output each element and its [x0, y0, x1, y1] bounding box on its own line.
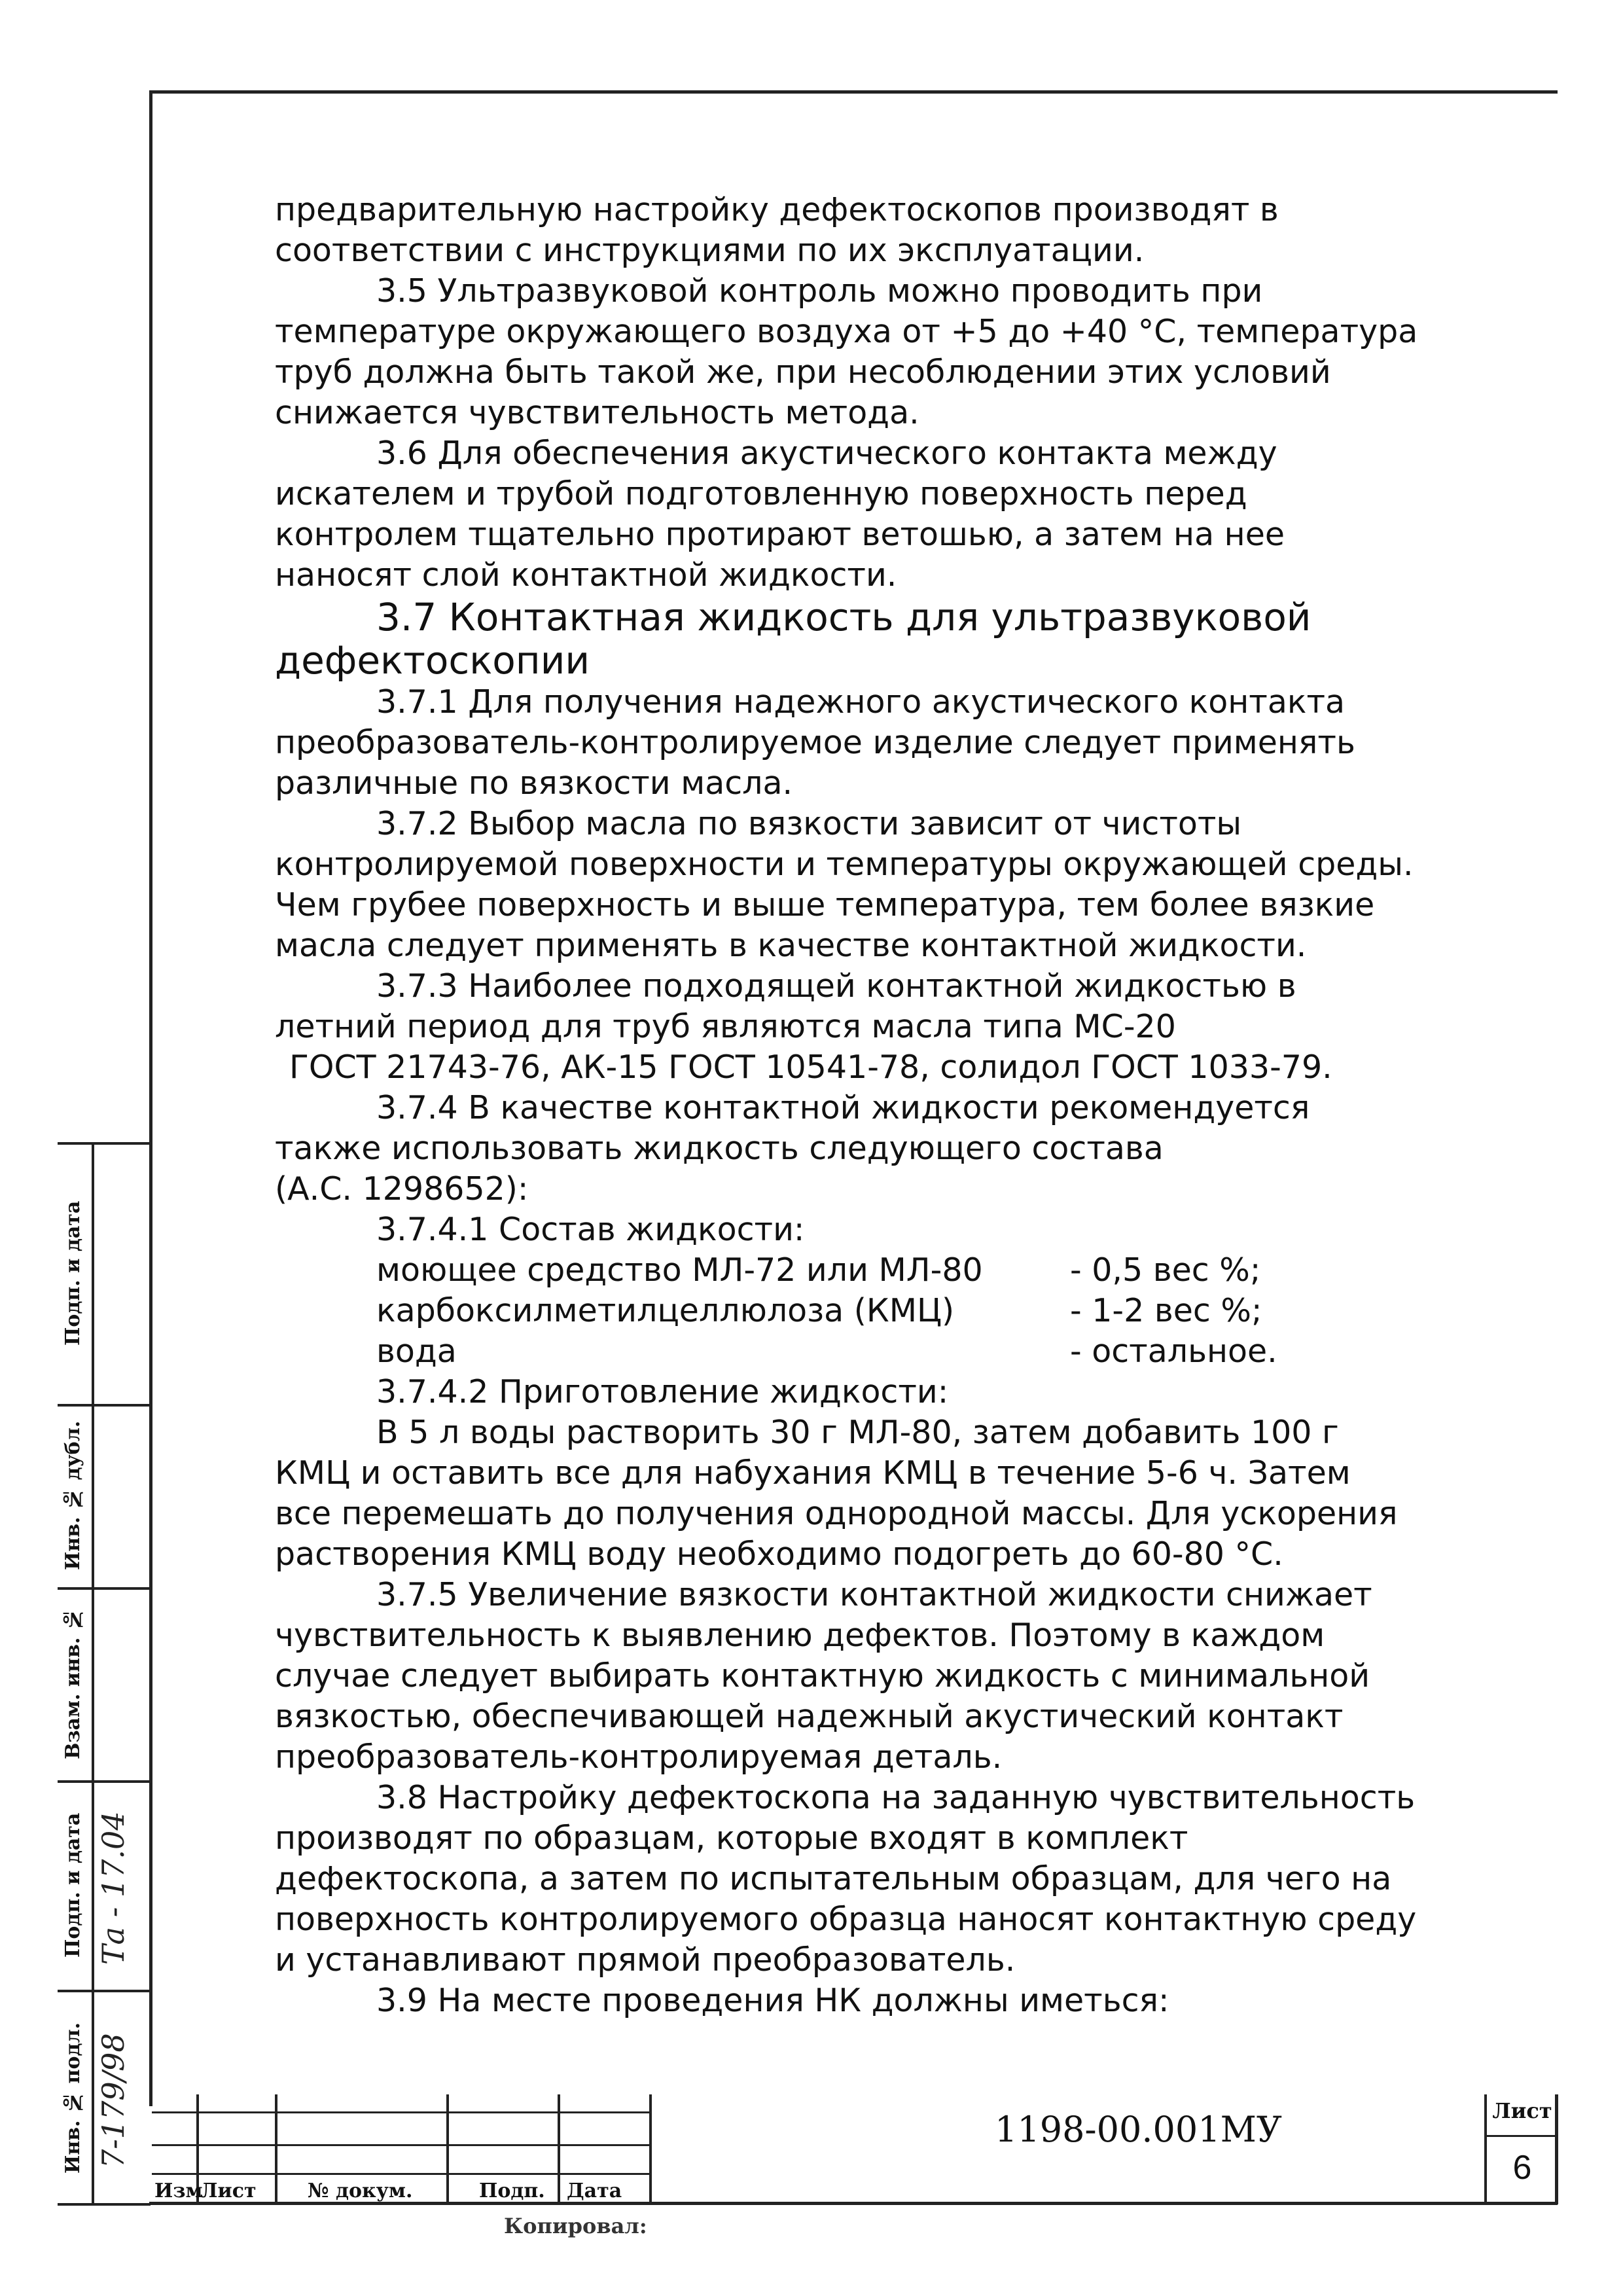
paragraph-line: соответствии с инструкциями по их эксплуатации.	[275, 232, 1145, 269]
paragraph-line: предварительную настройку дефектоскопов производят в	[275, 191, 1279, 228]
sheet-number-box	[1484, 2094, 1558, 2202]
title-block-change-label: Изм	[154, 2179, 203, 2202]
paragraph-3-7-1: 3.7.1 Для получения надежного акустического контакта	[376, 683, 1346, 721]
paragraph-line: все перемешать до получения однородной массы. Для ускорения	[275, 1495, 1398, 1532]
paragraph-line: снижается чувствительность метода.	[275, 394, 919, 431]
original-inventory-label: Инв. № подл.	[62, 2022, 84, 2174]
paragraph-line: преобразователь-контролируемое изделие следует применять	[275, 724, 1355, 761]
paragraph-line: контролем тщательно протирают ветошью, а затем на нее	[275, 516, 1285, 553]
component-amount: - 0,5 вес %;	[1070, 1251, 1261, 1289]
paragraph-3-7-2: 3.7.2 Выбор масла по вязкости зависит от чистоты	[376, 805, 1242, 842]
section-heading-3-7: 3.7 Контактная жидкость для ультразвуковой	[376, 595, 1311, 639]
paragraph-line: контролируемой поверхности и температуры окружающей среды.	[275, 846, 1414, 883]
paragraph-line: растворения КМЦ воду необходимо подогреть до 60-80 °С.	[275, 1535, 1283, 1573]
handwritten-inventory-number: 7-179/98	[96, 2033, 131, 2169]
paragraph-3-9: 3.9 На месте проведения НК должны иметься:	[376, 1982, 1169, 2019]
title-block-sheet-label: Лист	[200, 2179, 257, 2202]
paragraph-3-6: 3.6 Для обеспечения акустического контакта между	[376, 435, 1277, 472]
paragraph-line: различные по вязкости масла.	[275, 764, 793, 802]
paragraph-line: вязкостью, обеспечивающей надежный акустический контакт	[275, 1698, 1344, 1735]
composition-row	[275, 1291, 1446, 1331]
sign-date-label: Подп. и дата	[62, 1200, 84, 1346]
paragraph-3-7-4: 3.7.4 В качестве контактной жидкости рекомендуется	[376, 1089, 1310, 1126]
sheet-label: Лист	[1492, 2098, 1552, 2123]
component-amount: - 1-2 вес %;	[1070, 1292, 1262, 1329]
document-body	[275, 190, 1446, 2021]
paragraph-line: КМЦ и оставить все для набухания КМЦ в течение 5-6 ч. Затем	[275, 1454, 1351, 1492]
duplicate-inventory-label: Инв. № дубл.	[62, 1420, 84, 1571]
document-code: 1198-00.001МУ	[995, 2109, 1282, 2150]
title-block-date-label: Дата	[567, 2179, 622, 2202]
title-block-doc-label: № докум.	[308, 2179, 413, 2202]
component-name: карбоксилметилцеллюлоза (КМЦ)	[376, 1292, 955, 1329]
paragraph-line: труб должна быть такой же, при несоблюдении этих условий	[275, 353, 1331, 391]
paragraph-line: также использовать жидкость следующего состава	[275, 1130, 1164, 1167]
paragraph-line: преобразователь-контролируемая деталь.	[275, 1738, 1003, 1776]
handwritten-signature-date: Та - 17.04	[96, 1811, 131, 1965]
paragraph-line: В 5 л воды растворить 30 г МЛ-80, затем добавить 100 г	[376, 1414, 1339, 1451]
composition-row	[275, 1331, 1446, 1372]
paragraph-3-5: 3.5 Ультразвуковой контроль можно проводить при	[376, 272, 1263, 310]
component-name: моющее средство МЛ-72 или МЛ-80	[376, 1251, 983, 1289]
paragraph-line: чувствительность к выявлению дефектов. Поэтому в каждом	[275, 1617, 1325, 1654]
subsection-3-7-4-1: 3.7.4.1 Состав жидкости:	[376, 1211, 805, 1248]
page-number: 6	[1512, 2149, 1532, 2187]
paragraph-line: ГОСТ 21743-76, АК-15 ГОСТ 10541-78, солидол ГОСТ 1033-79.	[289, 1049, 1332, 1086]
paragraph-line: температуре окружающего воздуха от +5 до +40 °С, температура	[275, 313, 1418, 350]
paragraph-line: случае следует выбирать контактную жидкость с минимальной	[275, 1657, 1370, 1695]
paragraph-line: масла следует применять в качестве контактной жидкости.	[275, 927, 1307, 964]
paragraph-line: производят по образцам, которые входят в комплект	[275, 1820, 1188, 1857]
paragraph-line: искателем и трубой подготовленную поверхность перед	[275, 475, 1247, 512]
section-heading-line: дефектоскопии	[275, 638, 590, 683]
paragraph-line: наносят слой контактной жидкости.	[275, 556, 897, 594]
frame-top-border	[149, 90, 1558, 94]
sign-date-label-2: Подп. и дата	[62, 1812, 84, 1958]
margin-stamp	[58, 1142, 151, 2206]
component-name: вода	[376, 1333, 457, 1370]
title-block-sign-label: Подп.	[479, 2179, 545, 2202]
paragraph-3-7-3: 3.7.3 Наиболее подходящей контактной жидкостью в	[376, 967, 1296, 1005]
copied-by-label: Копировал:	[504, 2214, 647, 2238]
paragraph-3-8: 3.8 Настройку дефектоскопа на заданную чувствительность	[376, 1779, 1416, 1816]
replacement-inventory-label: Взам. инв. №	[62, 1607, 84, 1760]
paragraph-line: летний период для труб являются масла типа МС-20	[275, 1008, 1176, 1045]
subsection-3-7-4-2: 3.7.4.2 Приготовление жидкости:	[376, 1373, 949, 1410]
composition-row	[275, 1250, 1446, 1291]
component-amount: - остальное.	[1070, 1333, 1277, 1370]
paragraph-3-7-5: 3.7.5 Увеличение вязкости контактной жидкости снижает	[376, 1576, 1372, 1613]
paragraph-line: дефектоскопа, а затем по испытательным образцам, для чего на	[275, 1860, 1392, 1897]
paragraph-line: (А.С. 1298652):	[275, 1170, 529, 1208]
paragraph-line: и устанавливают прямой преобразователь.	[275, 1941, 1016, 1979]
paragraph-line: Чем грубее поверхность и выше температура, тем более вязкие	[275, 886, 1375, 924]
paragraph-line: поверхность контролируемого образца наносят контактную среду	[275, 1901, 1417, 1938]
